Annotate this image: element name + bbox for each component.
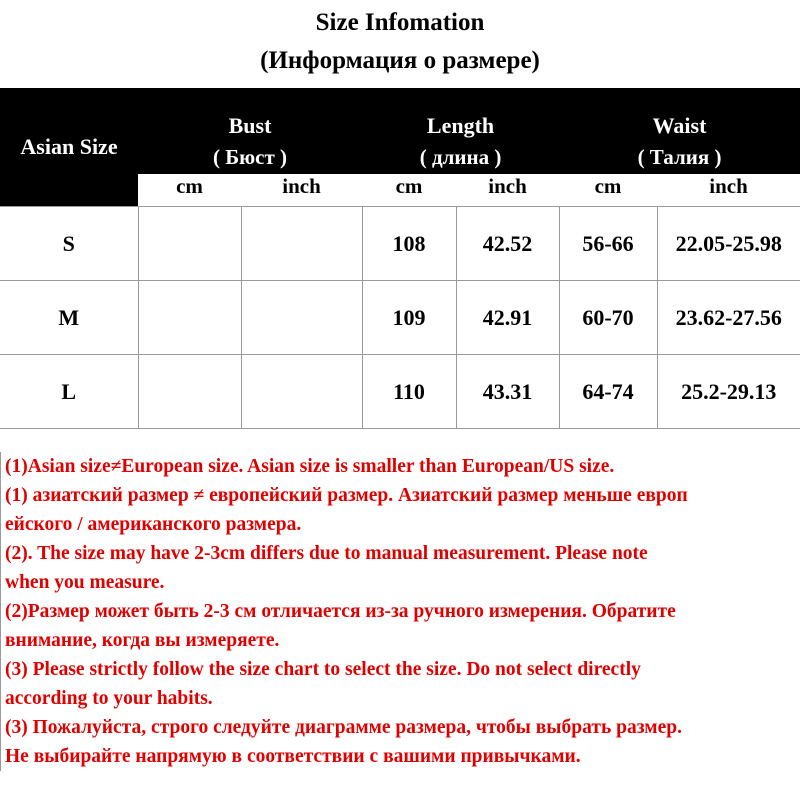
header-length-ru: ( длина ) xyxy=(362,140,559,174)
size-table xyxy=(0,88,800,429)
bust-inch-cell xyxy=(241,281,362,355)
note-line: ейского / американского размера. xyxy=(5,514,302,535)
length-inch-cell: 43.31 xyxy=(456,355,559,429)
header-bust: Bust xyxy=(138,88,362,140)
bust-cm-cell xyxy=(138,207,241,281)
waist-cm-cell: 64-74 xyxy=(559,355,657,429)
unit-waist-cm: cm xyxy=(594,174,622,198)
unit-length-cm: cm xyxy=(395,174,423,198)
size-cell: M xyxy=(0,281,138,355)
length-cm-cell: 108 xyxy=(362,207,456,281)
size-notes xyxy=(0,452,800,771)
note-line: according to your habits. xyxy=(5,688,213,709)
unit-bust-inch: inch xyxy=(282,174,321,198)
table-row xyxy=(0,355,800,429)
page-title: Size Infomation xyxy=(315,9,485,36)
note-line: (2). The size may have 2-3cm differs due to manual measurement. Please note xyxy=(5,543,648,564)
unit-waist-inch: inch xyxy=(709,174,748,198)
waist-inch-cell: 22.05-25.98 xyxy=(657,207,800,281)
note-line: Не выбирайте напрямую в соответствии с вашими привычками. xyxy=(5,746,581,767)
unit-bust-cm: cm xyxy=(176,174,203,198)
bust-cm-cell xyxy=(138,355,241,429)
waist-cm-cell: 56-66 xyxy=(559,207,657,281)
unit-length-inch: inch xyxy=(488,174,527,198)
header-length: Length xyxy=(362,88,559,140)
note-line: (1)Asian size≠European size. Asian size is smaller than European/US size. xyxy=(5,456,615,477)
header-asian-size: Asian Size xyxy=(0,88,138,207)
length-cm-cell: 110 xyxy=(362,355,456,429)
bust-cm-cell xyxy=(138,281,241,355)
note-line: (3) Пожалуйста, строго следуйте диаграмме размера, чтобы выбрать размер. xyxy=(5,717,682,738)
note-line: (3) Please strictly follow the size chart to select the size. Do not select directly xyxy=(5,659,641,680)
size-cell: S xyxy=(0,207,138,281)
header-bust-ru: ( Бюст ) xyxy=(138,140,362,174)
header-waist-ru: ( Талия ) xyxy=(559,140,800,174)
page-subtitle: (Информация о размере) xyxy=(260,47,540,74)
size-cell: L xyxy=(0,355,138,429)
length-inch-cell: 42.91 xyxy=(456,281,559,355)
table-row xyxy=(0,207,800,281)
length-cm-cell: 109 xyxy=(362,281,456,355)
waist-inch-cell: 23.62-27.56 xyxy=(657,281,800,355)
note-line: when you measure. xyxy=(5,572,165,593)
waist-cm-cell: 60-70 xyxy=(559,281,657,355)
length-inch-cell: 42.52 xyxy=(456,207,559,281)
table-row xyxy=(0,281,800,355)
header-waist: Waist xyxy=(559,88,800,140)
bust-inch-cell xyxy=(241,207,362,281)
note-line: (1) азиатский размер ≠ европейский размер. Азиатский размер меньше европ xyxy=(5,485,688,506)
bust-inch-cell xyxy=(241,355,362,429)
header-row-groups xyxy=(0,88,800,140)
waist-inch-cell: 25.2-29.13 xyxy=(657,355,800,429)
note-line: (2)Размер может быть 2-3 см отличается из-за ручного измерения. Обратите xyxy=(5,601,676,622)
note-line: внимание, когда вы измеряете. xyxy=(5,630,280,651)
